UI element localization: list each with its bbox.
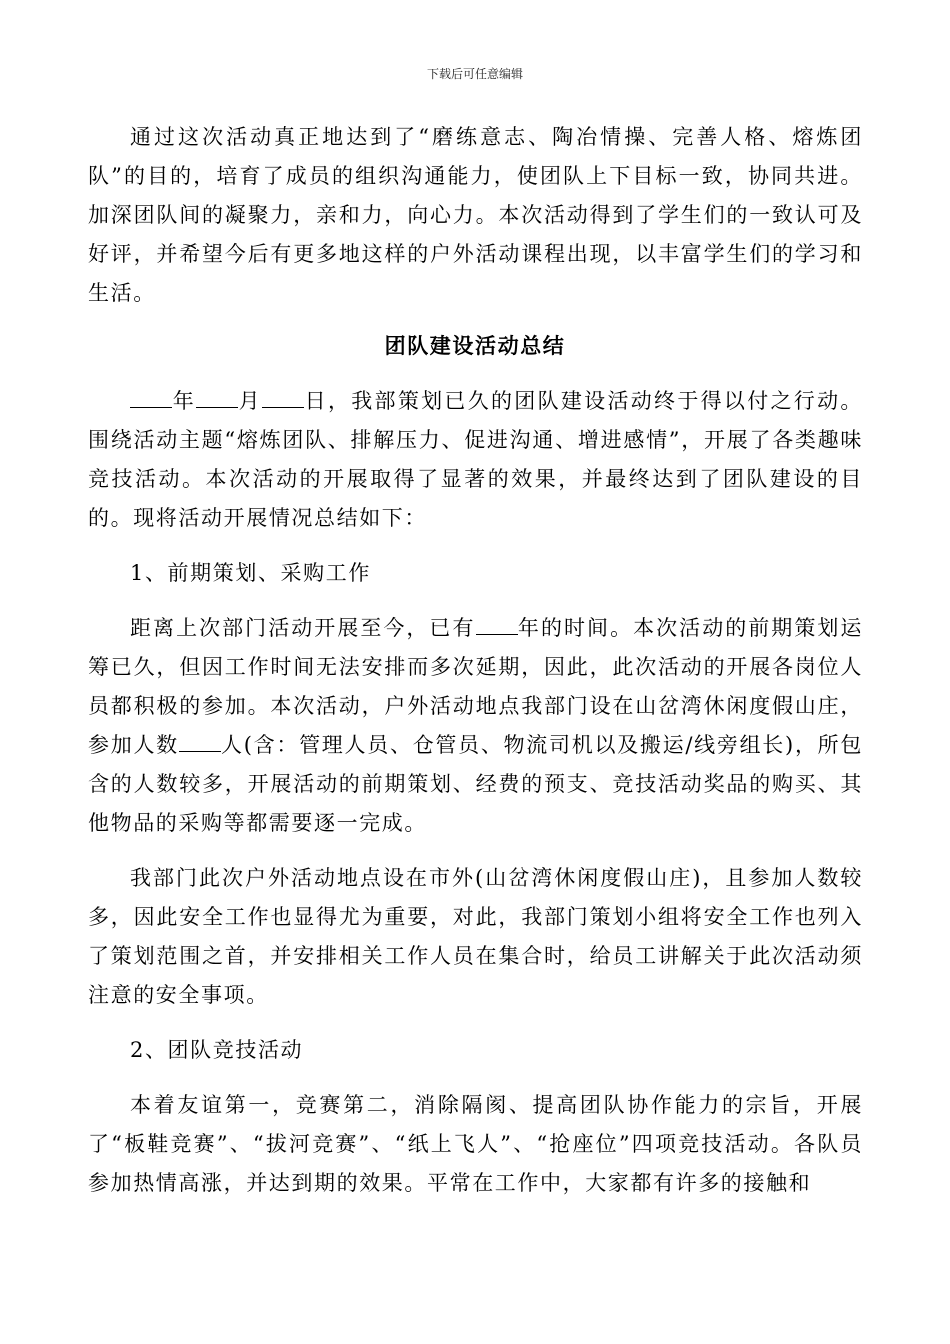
- section-title: 团队建设活动总结: [384, 333, 566, 358]
- years-blank: [476, 614, 518, 635]
- day-unit: 日: [303, 389, 328, 413]
- item-heading-2: 2、团队竞技活动: [130, 1038, 304, 1062]
- month-unit: 月: [237, 389, 262, 413]
- competition-paragraph: 本着友谊第一，竞赛第二，消除隔阂、提高团队协作能力的宗旨，开展了“板鞋竞赛”、“拔河竞赛”、“纸上飞人”、“抢座位”四项竞技活动。各队员参加热情高涨，并达到期的效果。平常在工作中，大家都有许多的接触和: [88, 1093, 863, 1195]
- month-blank: [196, 387, 238, 408]
- planning-text-2: 年的时间。本次活动的前期策划运筹已久，但因工作时间无法安排而多次延期，因此，此次活动的开展各岗位人员都积极的参加。本次活动，户外活动地点我部门设在山岔湾休闲度假山庄，参加人数: [88, 616, 863, 757]
- main-section: [88, 382, 863, 1203]
- year-unit: 年: [172, 389, 196, 413]
- intro-paragraph: 通过这次活动真正地达到了“磨练意志、陶冶情操、完善人格、熔炼团队”的目的，培育了成员的组织沟通能力，使团队上下目标一致，协同共进。加深团队间的凝聚力，亲和力，向心力。本次活动得到了学生们的一致认可及好评，并希望今后有更多地这样的户外活动课程出现，以丰富学生们的学习和生活。: [88, 125, 863, 305]
- safety-paragraph: 我部门此次户外活动地点设在市外(山岔湾休闲度假山庄)，且参加人数较多，因此安全工作也显得尤为重要，对此，我部门策划小组将安全工作也列入了策划范围之首，并安排相关工作人员在集合时，给员工讲解关于此次活动须注意的安全事项。: [88, 866, 863, 1007]
- planning-paragraph: [88, 609, 863, 843]
- year-blank: [130, 387, 172, 408]
- people-count-blank: [179, 731, 221, 752]
- planning-text-1: 距离上次部门活动开展至今，已有: [130, 616, 476, 640]
- date-paragraph: [88, 382, 863, 538]
- item-heading-1: 1、前期策划、采购工作: [130, 561, 371, 585]
- intro-section: [88, 118, 863, 313]
- header-note: 下载后可任意编辑: [426, 67, 523, 81]
- date-paragraph-text: ，我部策划已久的团队建设活动终于得以付之行动。围绕活动主题“熔炼团队、排解压力、促进沟通、增进感情”，开展了各类趣味竞技活动。本次活动的开展取得了显著的效果，并最终达到了团队建设的目的。现将活动开展情况总结如下：: [88, 389, 863, 530]
- planning-text-3: 人(含：管理人员、仓管员、物流司机以及搬运/线旁组长)，所包含的人数较多，开展活动的前期策划、经费的预支、竞技活动奖品的购买、其他物品的采购等都需要逐一完成。: [88, 733, 863, 835]
- day-blank: [262, 387, 304, 408]
